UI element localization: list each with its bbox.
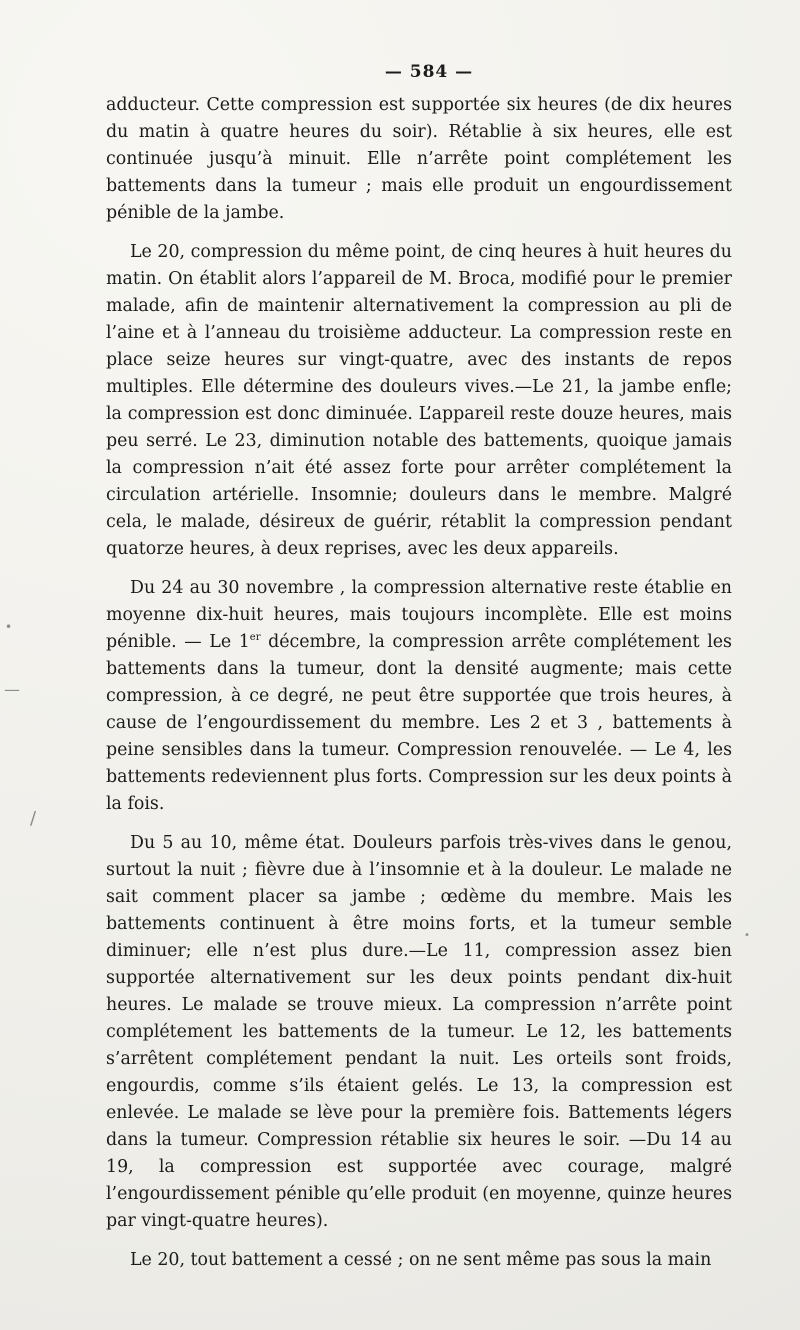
paragraph-5-text: Le 20, tout battement a cessé ; on ne sent même pas sous la main [130,1250,712,1270]
margin-dash-mark: — [4,680,20,699]
paragraph-3-text-before: Du 24 au 30 novembre , la compression alternative reste établie en moyenne dix-huit heures, mais toujours incomplète. Elle est moins pénible. — Le 1 [106,578,732,652]
paragraph-4 [106,830,732,1235]
paragraph-1 [106,92,732,227]
paragraph-2-text: Le 20, compression du même point, de cinq heures à huit heures du matin. On établit alors l’appareil de M. Broca, modifié pour le premier malade, afin de maintenir alternativement la compression au pli de l’aine et à l’anneau du troisième adducteur. La compression reste en place seize heures sur vingt-quatre, avec des instants de repos multiples. Elle détermine des douleurs vives.—Le 21, la jambe enfle; la compression est donc diminuée. L’appareil reste douze heures, mais peu serré. Le 23, diminution notable des battements, quoique jamais la compression n’ait été assez forte pour arrêter complétement la circulation artérielle. Insomnie; douleurs dans le membre. Malgré cela, le malade, désireux de guérir, rétablit la compression pendant quatorze heures, à deux reprises, avec les deux appareils. [106,242,732,559]
page-number: — 584 — [384,62,474,82]
paragraph-4-text: Du 5 au 10, même état. Douleurs parfois très-vives dans le genou, surtout la nuit ; fièvre due à l’insomnie et à la douleur. Le malade ne sait comment placer sa jambe ; œdème du membre. Mais les battements continuent à être moins forts, et la tumeur semble diminuer; elle n’est plus dure.—Le 11, compression assez bien supportée alternativement sur les deux points pendant dix-huit heures. Le malade se trouve mieux. La compression n’arrête point complétement les battements de la tumeur. Le 12, les battements s’arrêtent complétement pendant la nuit. Les orteils sont froids, engourdis, comme s’ils étaient gelés. Le 13, la compression est enlevée. Le malade se lève pour la première fois. Battements légers dans la tumeur. Compression rétablie six heures le soir. —Du 14 au 19, la compression est supportée avec courage, malgré l’engourdissement pénible qu’elle produit (en moyenne, quinze heures par vingt-quatre heures). [106,833,732,1231]
margin-speck-mark: • [744,930,750,941]
paragraph-2 [106,239,732,563]
paragraph-1-text: adducteur. Cette compression est supportée six heures (de dix heures du matin à quatre heures du soir). Rétablie à six heures, elle est continuée jusqu’à minuit. Elle n’arrête point complétement les battements dans la tumeur ; mais elle produit un engourdissement pénible de la jambe. [106,95,732,223]
margin-dot-mark: • [5,620,13,634]
paragraph-3-text-after: décembre, la compression arrête complétement les battements dans la tumeur, dont la densité augmente; mais cette compression, à ce degré, ne peut être supportée que trois heures, à cause de l’engourdissement du membre. Les 2 et 3 , battements à peine sensibles dans la tumeur. Compression renouvelée. — Le 4, les battements redeviennent plus forts. Compression sur les deux points à la fois. [106,632,732,814]
margin-slash-mark: / [30,808,37,829]
ordinal-superscript: er [249,632,261,644]
paragraph-5 [106,1247,732,1274]
paragraph-3 [106,575,732,818]
